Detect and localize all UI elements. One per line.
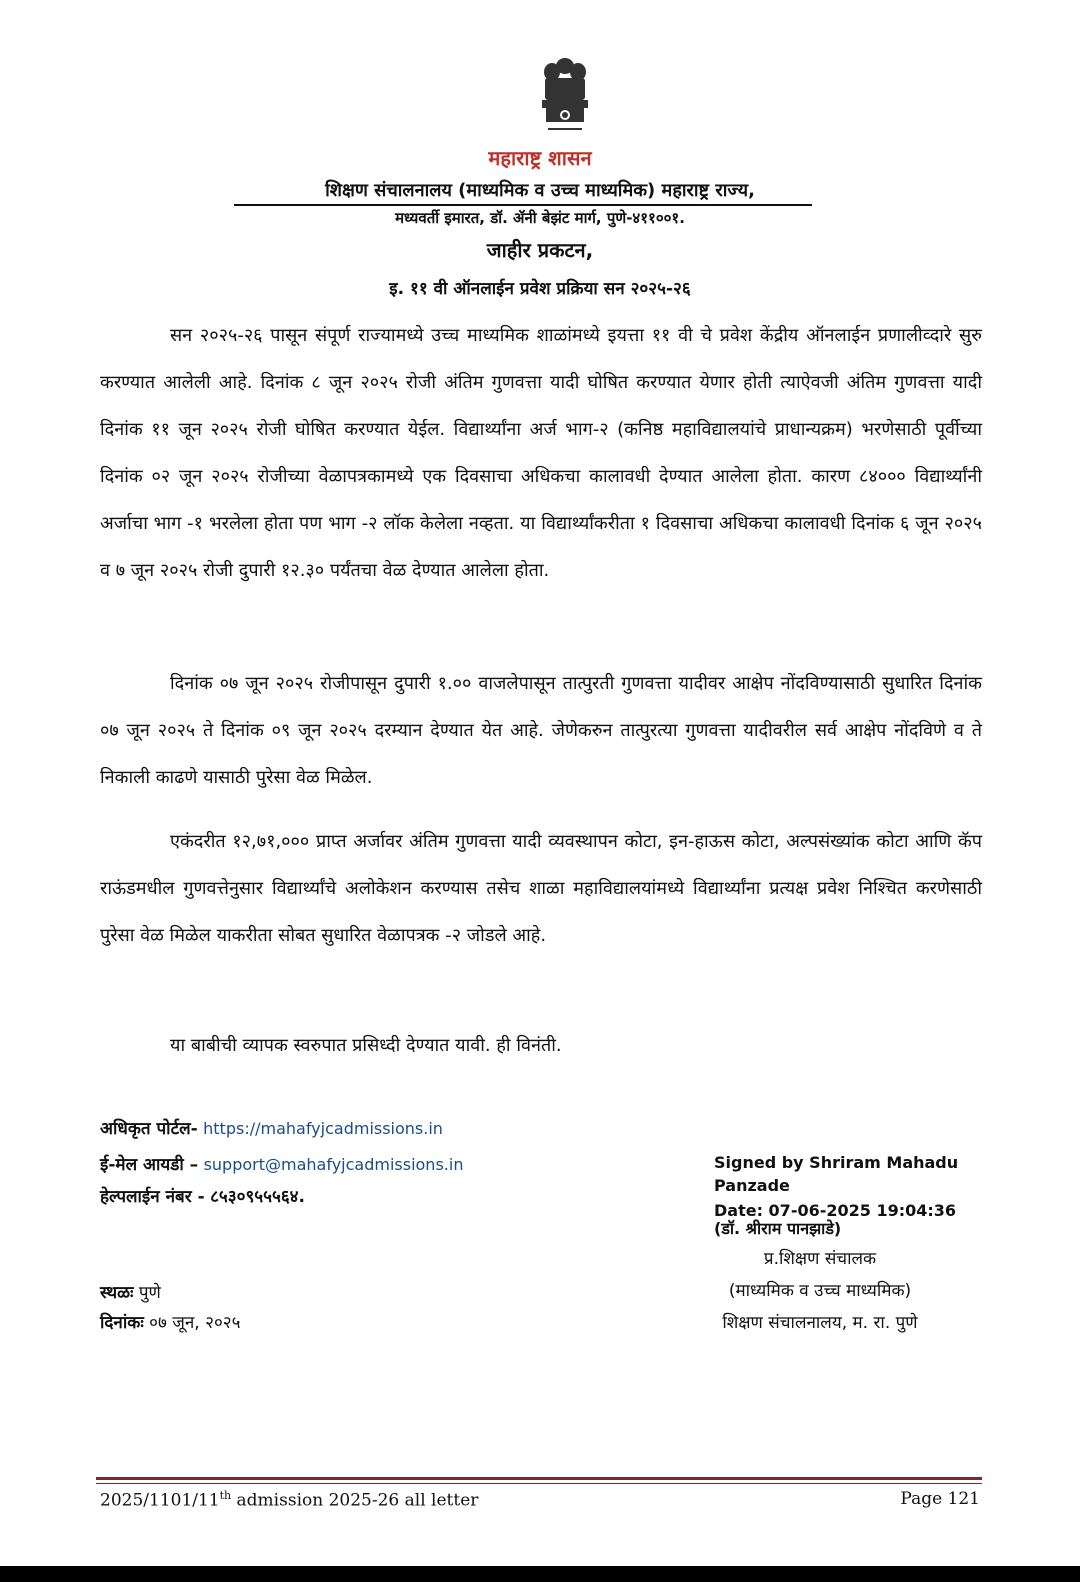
footer-divider: [96, 1477, 982, 1480]
signatory-name: (डॉ. श्रीराम पानझाडे): [714, 1219, 842, 1238]
digital-signature-date: Date: 07-06-2025 19:04:36: [714, 1201, 957, 1220]
body-paragraph: सन २०२५-२६ पासून संपूर्ण राज्यामध्ये उच्च माध्यमिक शाळांमध्ये इयत्ता ११ वी चे प्रवेश केंद्रीय ऑनलाईन प्रणालीव्दारे सुरु करण्यात आलेली आहे. दिनांक ८ जून २०२५ रोजी अंतिम गुणवत्ता यादी घोषित करण्यात येणार होती त्याऐवजी अंतिम गुणवत्ता यादी दिनांक ११ जून २०२५ रोजी घोषित करण्यात येईल. विद्यार्थ्यांना अर्ज भाग-२ (कनिष्ठ महाविद्यालयांचे प्राधान्यक्रम) भरणेसाठी पूर्वीच्या दिनांक ०२ जून २०२५ रोजीच्या वेळापत्रकामध्ये एक दिवसाचा अधिकचा कालावधी देण्यात आलेला होता. कारण ८४००० विद्यार्थ्यांनी अर्जाचा भाग -१ भरलेला होता पण भाग -२ लॉक केलेला नव्हता. या विद्यार्थ्यांकरीता १ दिवसाचा अधिकचा कालावधी दिनांक ६ जून २०२५ व ७ जून २०२५ रोजी दुपारी १२.३० पर्यंतचा वेळ देण्यात आलेला होता.: [100, 325, 982, 581]
footer-divider-thin: [96, 1483, 982, 1484]
helpline-line: [100, 1184, 305, 1207]
body-paragraph: या बाबीची व्यापक स्वरुपात प्रसिध्दी देण्यात यावी. ही विनंती.: [170, 1035, 562, 1056]
government-title: महाराष्ट्र शासन: [488, 146, 592, 170]
email-link[interactable]: support@mahafyjcadmissions.in: [203, 1155, 464, 1174]
place-label: स्थळः: [100, 1283, 134, 1303]
place-value: पुणे: [138, 1283, 161, 1303]
email-line: [100, 1152, 463, 1175]
footer-ref-suffix: admission 2025-26 all letter: [231, 1490, 479, 1511]
signatory-office: शिक्षण संचालनालय, म. रा. पुणे: [722, 1313, 918, 1333]
footer-ref-sup: th: [219, 1489, 232, 1502]
date-label: दिनांकः: [100, 1313, 144, 1333]
department-underline: [234, 204, 812, 206]
page-number: Page 121: [900, 1489, 980, 1509]
department-name: शिक्षण संचालनालय (माध्यमिक व उच्च माध्यमिक) महाराष्ट्र राज्य,: [325, 180, 755, 201]
footer-ref-prefix: 2025/1101/11: [100, 1490, 220, 1511]
helpline-label: हेल्पलाईन नंबर -: [100, 1187, 205, 1207]
portal-line: [100, 1116, 443, 1139]
body-paragraph: एकंदरीत १२,७१,००० प्राप्त अर्जावर अंतिम गुणवत्ता यादी व्यवस्थापन कोटा, इन-हाऊस कोटा, अल्पसंख्यांक कोटा आणि कॅप राऊंडमधील गुणवत्तेनुसार विद्यार्थ्यांचे अलोकेशन करण्यास तसेच शाळा महाविद्यालयांमध्ये विद्यार्थ्यांना प्रत्यक्ष प्रवेश निश्चित करणेसाठी पुरेसा वेळ मिळेल याकरीता सोबत सुधारित वेळापत्रक -२ जोडले आहे.: [100, 831, 982, 946]
place-line: [100, 1280, 161, 1303]
date-line: [100, 1310, 240, 1333]
signatory-designation: प्र.शिक्षण संचालक: [763, 1249, 877, 1269]
digital-signature-signed-by: Signed by Shriram Mahadu Panzade: [714, 1153, 959, 1195]
helpline-number: ८५३०९५५५६४.: [210, 1187, 305, 1207]
notice-title: जाहीर प्रकटन,: [486, 238, 594, 262]
bottom-bar: [0, 1566, 1080, 1582]
national-emblem-icon: [536, 56, 594, 138]
signatory-division: (माध्यमिक व उच्च माध्यमिक): [728, 1281, 912, 1301]
department-address: मध्यवर्ती इमारत, डॉ. ॲनी बेझंट मार्ग, पुणे-४११००१.: [395, 209, 685, 227]
notice-subject: इ. ११ वी ऑनलाईन प्रवेश प्रक्रिया सन २०२५-२६: [389, 279, 691, 299]
email-label: ई-मेल आयडी –: [100, 1155, 199, 1175]
portal-link[interactable]: https://mahafyjcadmissions.in: [203, 1119, 443, 1138]
date-value: ०७ जून, २०२५: [149, 1313, 241, 1333]
portal-label: अधिकृत पोर्टल-: [100, 1119, 198, 1139]
body-paragraph: दिनांक ०७ जून २०२५ रोजीपासून दुपारी १.०० वाजलेपासून तात्पुरती गुणवत्ता यादीवर आक्षेप नोंदविण्यासाठी सुधारित दिनांक ०७ जून २०२५ ते दिनांक ०९ जून २०२५ दरम्यान देण्यात येत आहे. जेणेकरुन तात्पुरत्या गुणवत्ता यादीवरील सर्व आक्षेप नोंदविणे व ते निकाली काढणे यासाठी पुरेसा वेळ मिळेल.: [100, 673, 982, 788]
footer-reference: [100, 1489, 478, 1511]
